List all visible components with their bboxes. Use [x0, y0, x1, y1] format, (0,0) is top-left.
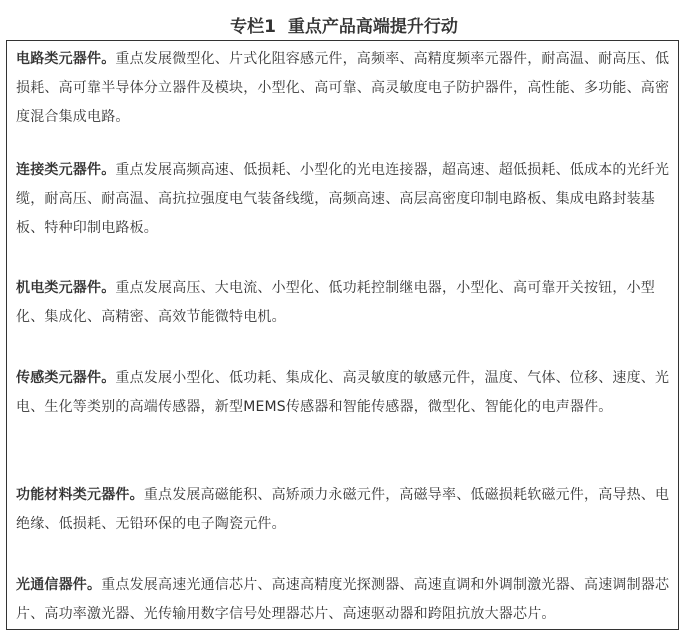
section-heading: 电路类元器件。: [16, 51, 116, 67]
section-sensor-components: [16, 364, 676, 422]
section-body: 重点发展高压、大电流、小型化、低功耗控制继电器，小型化、高可靠开关按钮，小型化、集成化、高精密、高效节能微特电机。: [16, 280, 656, 325]
section-connection-components: [16, 156, 676, 243]
section-heading: 功能材料类元器件。: [16, 487, 144, 503]
section-body: 重点发展小型化、低功耗、集成化、高灵敏度的敏感元件，温度、气体、位移、速度、光电、生化等类别的高端传感器，新型MEMS传感器和智能传感器，微型化、智能化的电声器件。: [16, 370, 670, 415]
column-title: 专栏1 重点产品高端提升行动: [230, 17, 458, 37]
section-functional-material-components: [16, 481, 676, 539]
section-heading: 光通信器件。: [16, 577, 102, 593]
section-heading: 传感类元器件。: [16, 370, 116, 386]
column-box: [6, 40, 679, 630]
section-body: 重点发展微型化、片式化阻容感元件，高频率、高精度频率元器件，耐高温、耐高压、低损耗、高可靠半导体分立器件及模块，小型化、高可靠、高灵敏度电子防护器件，高性能、多功能、高密度混合集成电路。: [16, 51, 670, 125]
section-optical-communication-devices: [16, 571, 676, 629]
section-heading: 连接类元器件。: [16, 162, 116, 178]
section-electromechanical-components: [16, 274, 676, 332]
section-body: 重点发展高磁能积、高矫顽力永磁元件，高磁导率、低磁损耗软磁元件，高导热、电绝缘、低损耗、无铅环保的电子陶瓷元件。: [16, 487, 670, 532]
section-body: 重点发展高频高速、低损耗、小型化的光电连接器，超高速、超低损耗、低成本的光纤光缆，耐高压、耐高温、高抗拉强度电气装备线缆，高频高速、高层高密度印制电路板、集成电路封装基板、特种印制电路板。: [16, 162, 670, 236]
section-heading: 机电类元器件。: [16, 280, 116, 296]
section-circuit-components: [16, 45, 676, 132]
section-body: 重点发展高速光通信芯片、高速高精度光探测器、高速直调和外调制激光器、高速调制器芯片、高功率激光器、光传输用数字信号处理器芯片、高速驱动器和跨阻抗放大器芯片。: [16, 577, 670, 622]
